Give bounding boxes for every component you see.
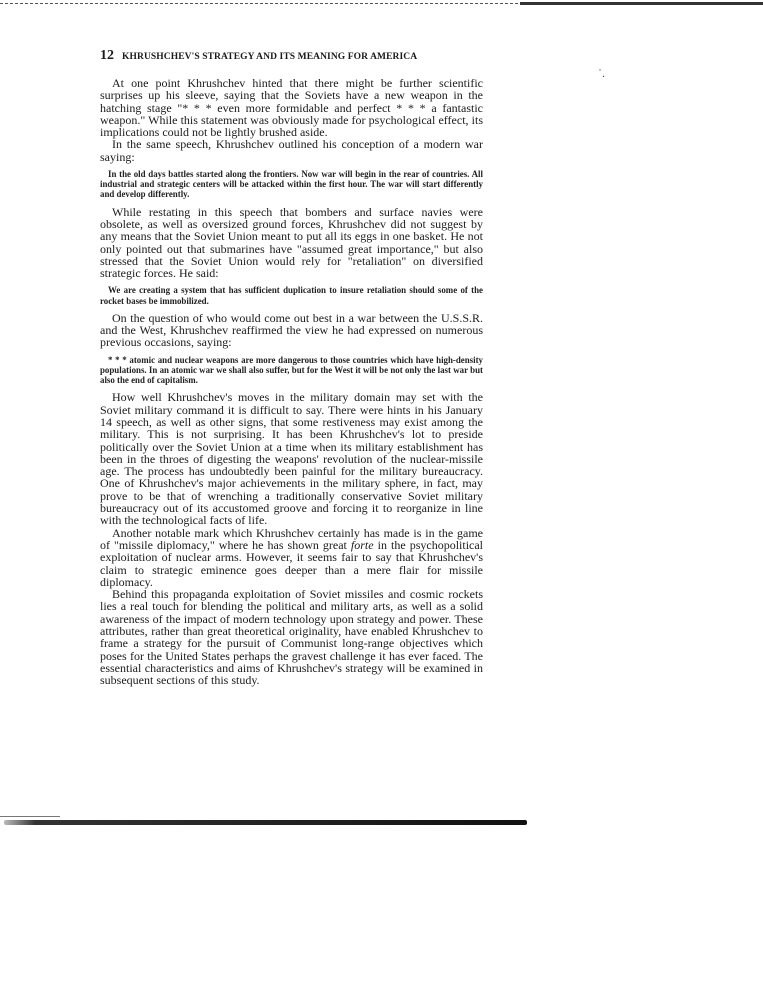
running-title: KHRUSHCHEV'S STRATEGY AND ITS MEANING FOR AMERICA [122, 52, 418, 62]
page-number: 12 [100, 48, 114, 63]
page-header [100, 48, 483, 64]
bottom-rule [4, 820, 527, 825]
paragraph-6 [100, 527, 483, 588]
paragraph-6-text-b: in the psychopolitical exploitation of nuclear arms. However, it seems fair to say that Khrushchev's claim to strategic eminence goes deeper than a mere flair for missile diplomacy. [100, 537, 484, 589]
paragraph-6-italic: forte [350, 537, 374, 552]
quote-2: We are creating a system that has sufficient duplication to insure retaliation should some of the rocket bases be immobilized. [100, 285, 483, 306]
paragraph-2: In the same speech, Khrushchev outlined his conception of a modern war saying: [100, 137, 483, 164]
paragraph-3: While restating in this speech that bombers and surface navies were obsolete, as well as oversized ground forces, Khrushchev did not suggest by any means that the Soviet Union meant to put all its eggs in one basket. He not only pointed out that submarines have "assumed great importance," but also stressed that the Soviet Union would rely for "retaliation" on diversified strategic forces. He said: [100, 204, 483, 281]
scan-speck: ˙. [598, 66, 605, 80]
paragraph-4: On the question of who would come out best in a war between the U.S.S.R. and the West, Khrushchev reaffirmed the view he had expressed on numerous previous occasions, saying: [100, 310, 483, 350]
quote-3: * * * atomic and nuclear weapons are more dangerous to those countries which have high-density populations. In an atomic war we shall also suffer, but for the West it will be not only the last war but also the end of capitalism. [100, 354, 483, 386]
document-page [100, 48, 483, 693]
top-page-edge-dark [520, 2, 763, 5]
paragraph-1: At one point Khrushchev hinted that there might be further scientific surprises up his sleeve, saying that the Soviets have a new weapon in the hatching stage "* * * even more formidable and perfect * * * a fantastic weapon." While this statement was obviously made for psychological effect, its implications could not be lightly brushed aside. [100, 76, 483, 140]
paragraph-6-text-a: Another notable mark which Khrushchev certainly has made is in the game of "missile diplomacy," where he has shown great [100, 525, 483, 552]
paragraph-7: Behind this propaganda exploitation of Soviet missiles and cosmic rockets lies a real touch for blending the political and military arts, as well as a solid awareness of the impact of modern technology upon strategy and power. These attributes, rather than great theoretical originality, have enabled Khrushchev to frame a strategy for the pursuit of Communist long-range objectives which poses for the United States perhaps the gravest challenge it has ever faced. The essential characteristics and aims of Khrushchev's strategy will be examined in subsequent sections of this study. [100, 587, 483, 688]
quote-1: In the old days battles started along the frontiers. Now war will begin in the rear of countries. All industrial and strategic centers will be attacked within the first hour. The war will start differently and develop differently. [100, 169, 483, 200]
bottom-rule-shadow [0, 816, 60, 817]
paragraph-5: How well Khrushchev's moves in the military domain may set with the Soviet military command it is difficult to say. There were hints in his January 14 speech, as well as other signs, that some restiveness may exist among the military. This is not surprising. It has been Khrushchev's lot to preside politically over the Soviet Union at a time when its military establishment has been in the throes of digesting the weapons' revolution of the nuclear-missile age. The process has undoubtedly been painful for the military bureaucracy. One of Khrushchev's major achievements in the military sphere, in fact, may prove to be that of wrenching a traditionally conservative Soviet military bureaucracy out of its accustomed groove and forcing it to reorganize in line with the technological facts of life. [100, 390, 483, 528]
